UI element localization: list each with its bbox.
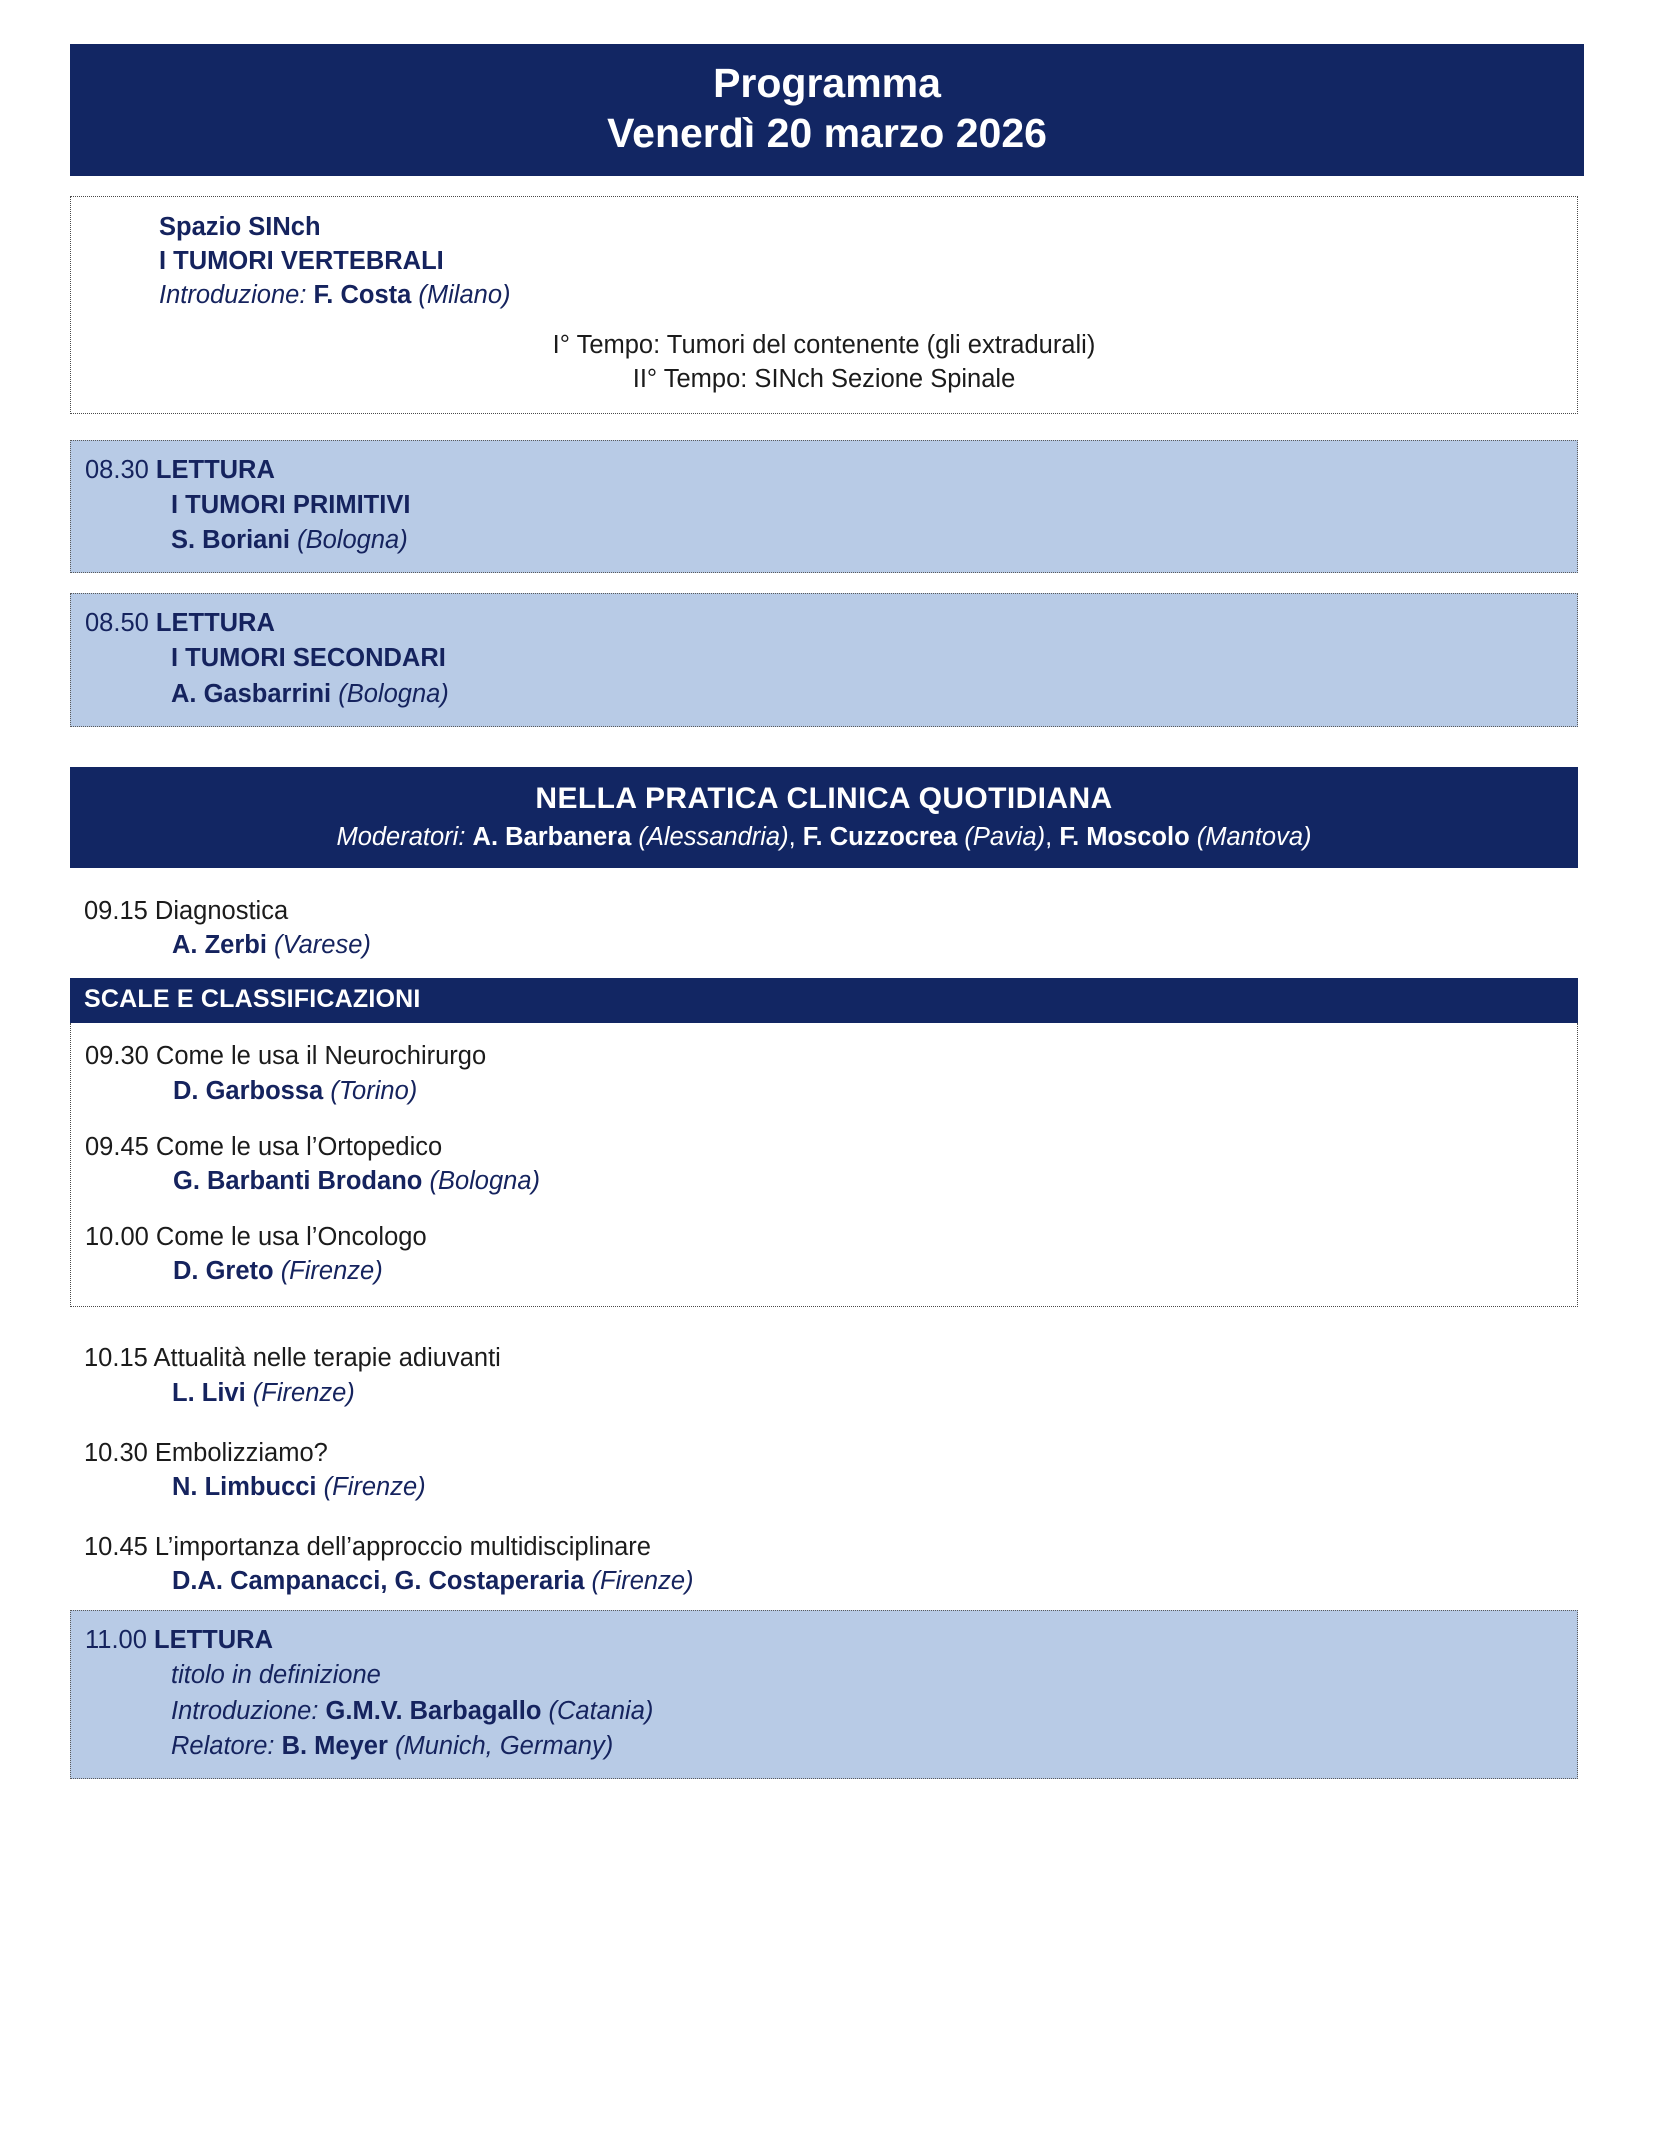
entry-city: (Varese) bbox=[274, 931, 371, 960]
intro-speaker: F. Costa bbox=[313, 280, 412, 309]
lettura-speaker: S. Boriani bbox=[171, 525, 291, 554]
moderator-city: (Pavia) bbox=[964, 822, 1046, 851]
lettura-intro-city: (Catania) bbox=[548, 1696, 654, 1725]
talk-entry bbox=[71, 1220, 1577, 1288]
entry-title: L’importanza dell’approccio multidisciplinare bbox=[154, 1532, 651, 1561]
entry-speaker: D.A. Campanacci, G. Costaperaria bbox=[172, 1567, 585, 1596]
talk-entry bbox=[70, 1436, 1578, 1504]
entry-time: 09.30 bbox=[85, 1042, 149, 1071]
entry-time: 10.45 bbox=[84, 1532, 148, 1561]
intro-line2: I TUMORI VERTEBRALI bbox=[159, 246, 444, 275]
lettura-speaker: A. Gasbarrini bbox=[171, 679, 332, 708]
lettura-row bbox=[70, 593, 1578, 727]
moderator-sep: , bbox=[788, 822, 796, 851]
entry-time: 10.30 bbox=[84, 1438, 148, 1467]
lettura-kind: LETTURA bbox=[155, 455, 275, 484]
intro-label: Introduzione: bbox=[159, 280, 307, 309]
entry-speaker: G. Barbanti Brodano bbox=[173, 1166, 423, 1195]
entry-title: Come le usa il Neurochirurgo bbox=[155, 1042, 487, 1071]
entry-city: (Firenze) bbox=[323, 1472, 426, 1501]
page-title-line2: Venerdì 20 marzo 2026 bbox=[607, 110, 1047, 157]
talk-entry bbox=[70, 1530, 1578, 1598]
talk-entry bbox=[71, 1130, 1577, 1198]
talk-entry bbox=[70, 894, 1578, 962]
entry-speaker: N. Limbucci bbox=[172, 1472, 317, 1501]
session-banner bbox=[70, 767, 1578, 868]
lettura-time: 11.00 bbox=[85, 1626, 147, 1655]
lettura-relatore-name: B. Meyer bbox=[281, 1731, 388, 1760]
scale-strip-label: SCALE E CLASSIFICAZIONI bbox=[70, 978, 1578, 1023]
moderators-label: Moderatori: bbox=[336, 822, 466, 851]
lettura-city: (Bologna) bbox=[338, 679, 449, 708]
entry-time: 09.45 bbox=[85, 1132, 149, 1161]
entry-title: Come le usa l’Ortopedico bbox=[155, 1132, 443, 1161]
lettura-row bbox=[70, 440, 1578, 574]
talk-entry bbox=[71, 1039, 1577, 1107]
lettura-relatore-label: Relatore: bbox=[171, 1731, 275, 1760]
intro-line1: Spazio SINch bbox=[159, 213, 321, 242]
entry-speaker: L. Livi bbox=[172, 1378, 246, 1407]
entry-speaker: D. Garbossa bbox=[173, 1076, 324, 1105]
page-title-banner bbox=[70, 44, 1584, 176]
moderator-name: F. Moscolo bbox=[1059, 822, 1190, 851]
intro-city: (Milano) bbox=[418, 280, 511, 309]
lettura-kind: LETTURA bbox=[154, 1626, 273, 1655]
entry-city: (Firenze) bbox=[591, 1567, 694, 1596]
moderator-name: A. Barbanera bbox=[472, 822, 632, 851]
lettura-title: titolo in definizione bbox=[171, 1661, 381, 1690]
scale-section bbox=[70, 978, 1578, 1307]
intro-section bbox=[70, 196, 1578, 414]
lettura-city: (Bologna) bbox=[297, 525, 408, 554]
session-title: NELLA PRATICA CLINICA QUOTIDIANA bbox=[535, 781, 1113, 815]
talk-entry bbox=[70, 1341, 1578, 1409]
entry-speaker: D. Greto bbox=[173, 1257, 274, 1286]
lettura-kind: LETTURA bbox=[155, 609, 275, 638]
lettura-title: I TUMORI PRIMITIVI bbox=[171, 490, 411, 519]
lettura-row bbox=[70, 1610, 1578, 1779]
lettura-intro-name: G.M.V. Barbagallo bbox=[325, 1696, 542, 1725]
talks-list bbox=[70, 1341, 1578, 1598]
entry-city: (Firenze) bbox=[280, 1257, 383, 1286]
lettura-relatore-city: (Munich, Germany) bbox=[394, 1731, 614, 1760]
tempo-2: II° Tempo: SINch Sezione Spinale bbox=[632, 364, 1016, 393]
moderator-city: (Mantova) bbox=[1196, 822, 1312, 851]
entry-title: Come le usa l’Oncologo bbox=[155, 1223, 427, 1252]
entry-title: Diagnostica bbox=[154, 897, 289, 926]
entry-city: (Bologna) bbox=[429, 1166, 541, 1195]
lettura-title: I TUMORI SECONDARI bbox=[171, 644, 446, 673]
entry-time: 09.15 bbox=[84, 897, 148, 926]
entry-time: 10.00 bbox=[85, 1223, 149, 1252]
lettura-time: 08.30 bbox=[85, 455, 149, 484]
entry-title: Attualità nelle terapie adiuvanti bbox=[153, 1344, 501, 1373]
lettura-intro-label: Introduzione: bbox=[171, 1696, 319, 1725]
entry-city: (Torino) bbox=[330, 1076, 418, 1105]
entry-city: (Firenze) bbox=[252, 1378, 355, 1407]
moderator-name: F. Cuzzocrea bbox=[802, 822, 958, 851]
entry-title: Embolizziamo? bbox=[154, 1438, 328, 1467]
page-title-line1: Programma bbox=[713, 60, 941, 106]
lettura-time: 08.50 bbox=[85, 609, 149, 638]
entry-speaker: A. Zerbi bbox=[172, 931, 267, 960]
moderator-sep: , bbox=[1045, 822, 1053, 851]
entry-time: 10.15 bbox=[84, 1344, 148, 1373]
moderator-city: (Alessandria) bbox=[638, 822, 789, 851]
tempo-1: I° Tempo: Tumori del contenente (gli extradurali) bbox=[552, 330, 1096, 359]
